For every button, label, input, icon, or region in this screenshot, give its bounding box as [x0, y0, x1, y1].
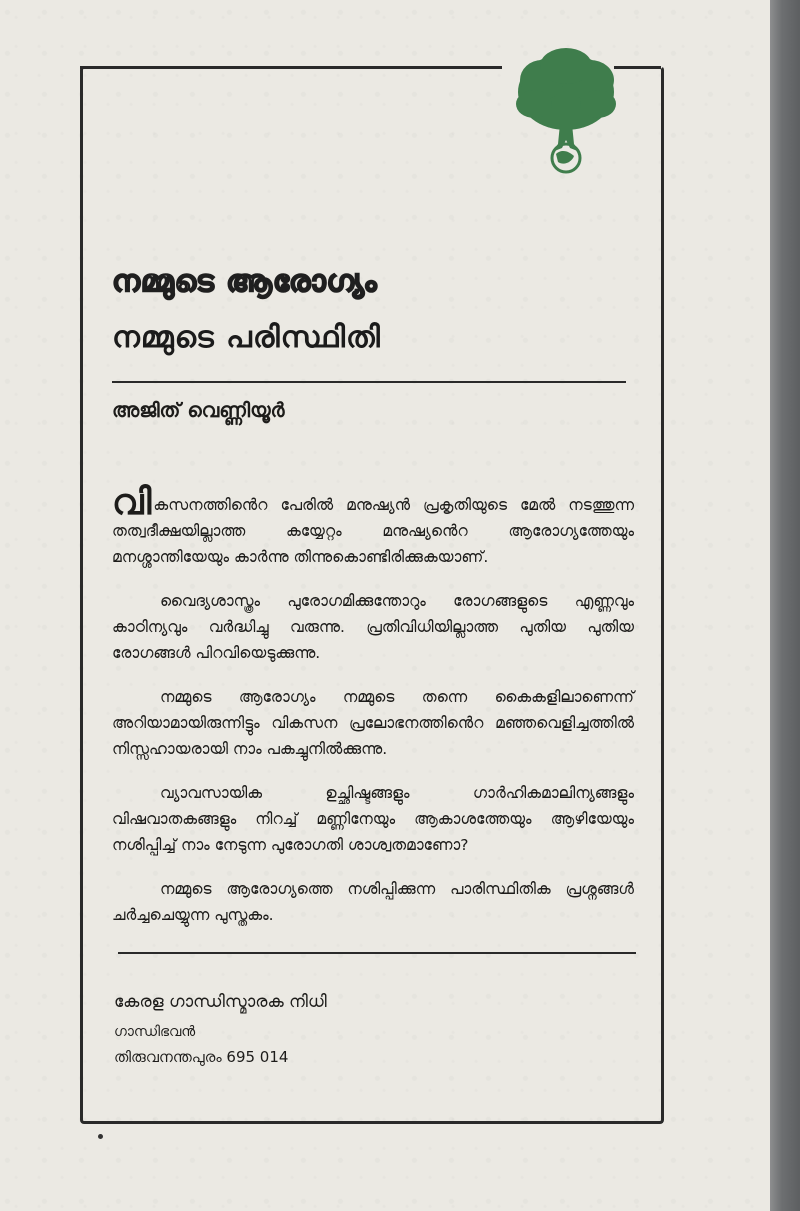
publisher-divider — [118, 952, 636, 954]
author-name: അജിത് വെണ്ണിയൂർ — [112, 398, 285, 422]
tree-globe-icon — [512, 44, 620, 176]
book-title-line-2: നമ്മുടെ പരിസ്ഥിതി — [112, 320, 381, 355]
ink-speck — [98, 1134, 103, 1139]
drop-cap: വി — [112, 482, 152, 523]
blurb-paragraph-2: വൈദ്യശാസ്ത്രം പുരോഗമിക്കുന്തോറും രോഗങ്ങളുടെ എണ്ണവും കാഠിന്യവും വർദ്ധിച്ചു വരുന്നു. പ്രതിവിധിയില്ലാത്ത പുതിയ പുതിയ രോഗങ്ങൾ പിറവിയെടുക്കുന്നു. — [112, 592, 634, 662]
title-divider — [112, 381, 626, 383]
blurb-paragraph-1-text: കസനത്തിൻെറ പേരിൽ മനുഷ്യൻ പ്രകൃതിയുടെ മേൽ നടത്തുന്ന തത്വദീക്ഷയില്ലാത്ത കയ്യേറ്റം മനുഷ്യൻെറ ആരോഗ്യത്തേയും മനശ്ശാന്തിയേയും കാർന്നു തിന്നുകൊണ്ടിരിക്കുകയാണ്. — [112, 496, 634, 566]
blurb-paragraph-5: നമ്മുടെ ആരോഗ്യത്തെ നശിപ്പിക്കുന്ന പാരിസ്ഥിതിക പ്രശ്നങ്ങൾ ചർച്ചചെയ്യുന്ന പുസ്തകം. — [112, 880, 634, 924]
book-title-line-1: നമ്മുടെ ആരോഗ്യം — [112, 264, 378, 299]
frame-top-rule-left — [80, 66, 502, 69]
publisher-address: തിരുവനന്തപുരം 695 014 — [114, 1048, 289, 1066]
blurb-paragraph-4: വ്യാവസായിക ഉച്ഛിഷ്ടങ്ങളും ഗാർഹികമാലിന്യങ്ങളും വിഷവാതകങ്ങളും നിറച്ച് മണ്ണിനേയും ആകാശത്തേയും ആഴിയേയും നശിപ്പിച്ച് നാം നേടുന്ന പുരോഗതി ശാശ്വതമാണോ? — [112, 784, 634, 854]
frame-top-rule-right — [614, 66, 661, 69]
publisher-name: കേരള ഗാന്ധിസ്മാരക നിധി — [114, 992, 327, 1012]
publisher-building: ഗാന്ധിഭവൻ — [114, 1024, 196, 1040]
blurb-paragraph-3: നമ്മുടെ ആരോഗ്യം നമ്മുടെ തന്നെ കൈകളിലാണെന്ന് അറിയാമായിരുന്നിട്ടും വികസന പ്രലോഭനത്തിൻെറ മഞ്ഞവെളിച്ചത്തിൽ നിസ്സഹായരായി നാം പകച്ചുനിൽക്കുന്നു. — [112, 688, 634, 758]
blurb-paragraph-1 — [112, 482, 634, 570]
blurb — [112, 482, 634, 946]
book-spine-edge — [770, 0, 800, 1211]
